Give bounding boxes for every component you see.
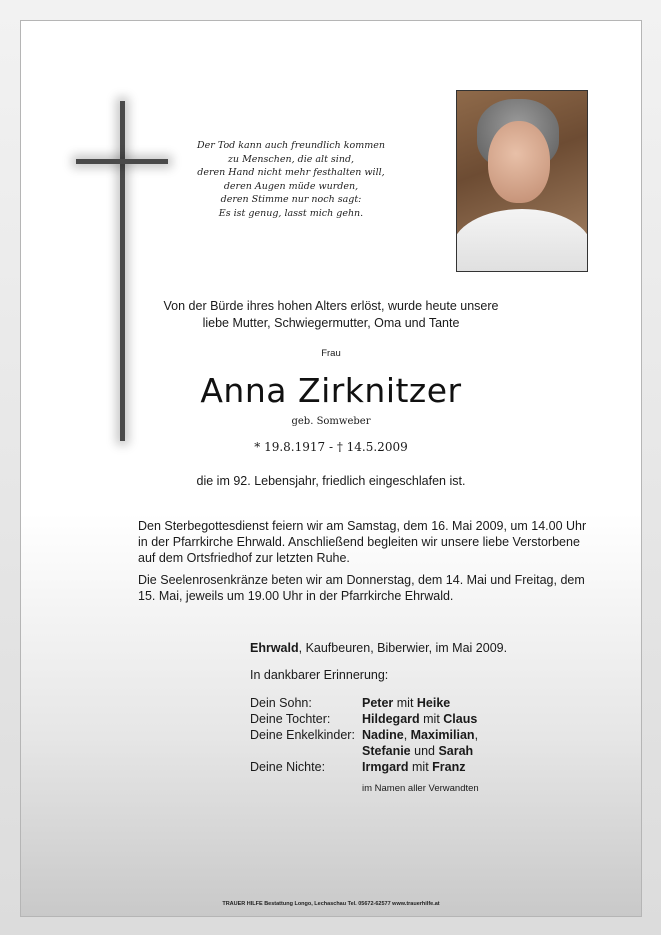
life-dates: * 19.8.1917 - † 14.5.2009 (254, 440, 408, 454)
relative-name: Peter (362, 696, 394, 710)
portrait-face (488, 121, 550, 203)
place-rest: , Kaufbeuren, Biberwier, im Mai 2009. (298, 641, 508, 655)
relative-name: Stefanie (362, 744, 411, 758)
relative-separator: mit (408, 760, 433, 774)
poem (186, 139, 396, 220)
relative-name: Nadine (362, 728, 404, 742)
relative-label-empty (250, 743, 362, 759)
portrait-body (456, 209, 588, 272)
intro-text (21, 298, 641, 332)
obituary-sheet (20, 20, 642, 917)
poem-line: deren Hand nicht mehr festhalten will, (197, 167, 385, 178)
poem-line: deren Stimme nur noch sagt: (220, 194, 362, 205)
relative-label: Deine Enkelkinder: (250, 728, 355, 742)
relative-row (250, 727, 478, 743)
salutation: Frau (321, 348, 341, 359)
relative-separator: mit (419, 712, 444, 726)
maiden-name: geb. Somweber (291, 416, 371, 427)
relatives-list (250, 695, 478, 775)
poem-line: Der Tod kann auch freundlich kommen (197, 140, 385, 151)
relative-name: Sarah (438, 744, 474, 758)
relative-names (362, 759, 466, 775)
relative-names (362, 743, 473, 759)
portrait-photo (456, 90, 588, 272)
relative-names (362, 695, 450, 711)
place-date-line (250, 641, 507, 655)
rosary-paragraph: Die Seelenrosenkränze beten wir am Donnerstag, dem 14. Mai und Freitag, dem 15. Mai, jeweils um 19.00 Uhr in der Pfarrkirche Ehrwald. (138, 573, 585, 603)
relative-separator: mit (393, 696, 417, 710)
relative-label: Dein Sohn: (250, 696, 312, 710)
poem-line: zu Menschen, die alt sind, (227, 153, 355, 165)
relative-label: Deine Tochter: (250, 712, 331, 726)
relative-name: Heike (416, 696, 451, 710)
age-statement: die im 92. Lebensjahr, friedlich eingeschlafen ist. (196, 474, 466, 488)
relative-row (250, 695, 478, 711)
relative-separator: und (410, 744, 439, 758)
relative-names (362, 711, 477, 727)
relative-row (250, 711, 478, 727)
on-behalf-note: im Namen aller Verwandten (362, 783, 479, 794)
relative-name: Claus (443, 712, 478, 726)
intro-line: liebe Mutter, Schwiegermutter, Oma und Tante (202, 316, 460, 330)
poem-line: Es ist genug, lasst mich gehn. (218, 207, 364, 219)
relative-name: Maximilian (410, 728, 475, 742)
relative-name: Hildegard (362, 712, 420, 726)
deceased-name: Anna Zirknitzer (200, 371, 462, 410)
place-bold: Ehrwald (250, 641, 299, 655)
poem-line: deren Augen müde wurden, (223, 180, 359, 192)
relative-names (362, 727, 478, 743)
intro-line: Von der Bürde ihres hohen Alters erlöst, wurde heute unsere (163, 299, 499, 313)
thanks-line: In dankbarer Erinnerung: (250, 668, 389, 682)
funeral-service-paragraph: Den Sterbegottesdienst feiern wir am Samstag, dem 16. Mai 2009, um 14.00 Uhr in der Pfarrkirche Ehrwald. Anschließend begleiten wir unsere liebe Verstorbene auf dem Ortsfriedhof zur letzten Ruhe. (138, 519, 587, 565)
relative-separator: , (474, 728, 479, 742)
relative-name: Irmgard (362, 760, 409, 774)
relative-separator: , (403, 728, 411, 742)
relative-row (250, 743, 478, 759)
funeral-home-footer: TRAUER HILFE Bestattung Longo, Lechaschau Tel. 05672-62577 www.trauerhilfe.at (222, 901, 440, 907)
relative-name: Franz (432, 760, 466, 774)
relative-row (250, 759, 478, 775)
cross-horizontal-beam (76, 159, 168, 164)
relative-label: Deine Nichte: (250, 760, 326, 774)
